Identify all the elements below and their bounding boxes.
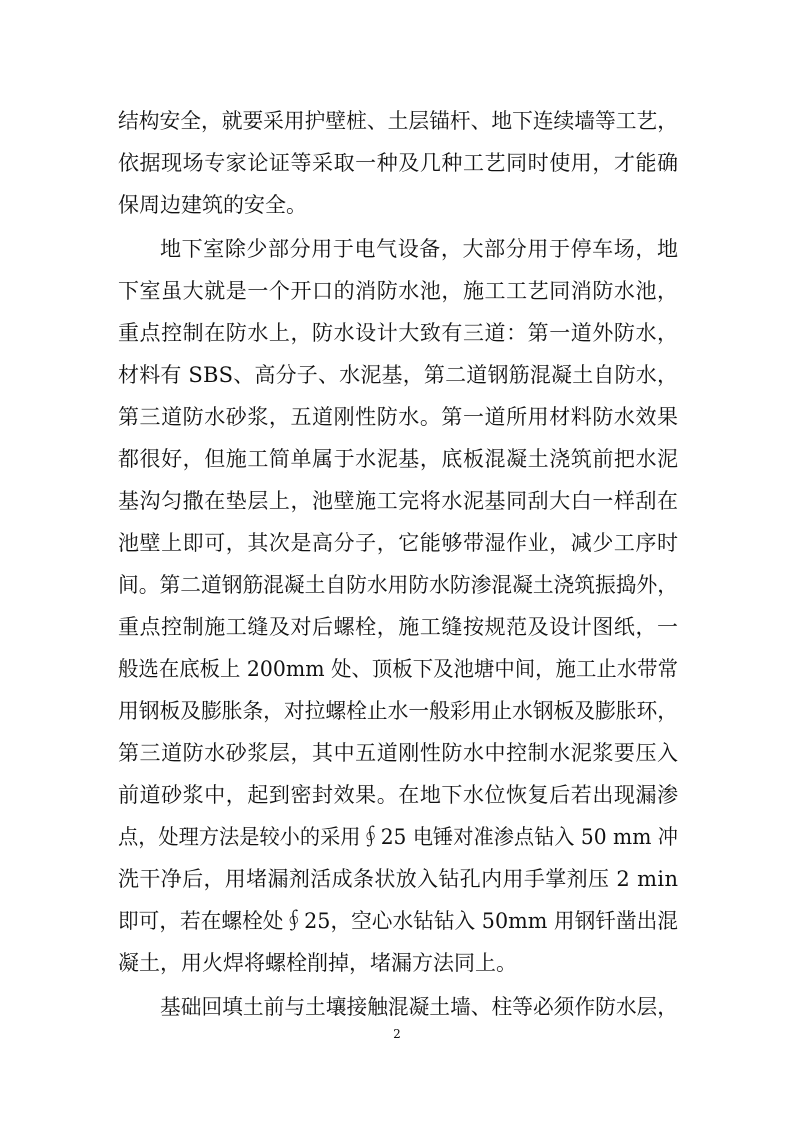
text-line-content: 凝土，用火焊将螺栓削掉，堵漏方法同上。 — [118, 951, 517, 975]
text-line — [0, 481, 794, 521]
text-line-content: 般选在底板上 200mm 处、顶板下及池塘中间，施工止水带常 — [118, 657, 678, 681]
text-line-content: 重点控制施工缝及对后螺栓，施工缝按规范及设计图纸，一 — [118, 615, 679, 639]
text-line-content: 洗干净后，用堵漏剂活成条状放入钻孔内用手掌剂压 2 min — [118, 867, 679, 891]
text-line-content: 重点控制在防水上，防水设计大致有三道：第一道外防水， — [118, 321, 679, 345]
text-line — [0, 943, 794, 983]
text-line-content: 基沟匀撒在垫层上，池壁施工完将水泥基同刮大白一样刮在 — [118, 489, 679, 513]
text-line-content: 下室虽大就是一个开口的消防水池，施工工艺同消防水池， — [118, 279, 679, 303]
text-line-content: 用钢板及膨胀条，对拉螺栓止水一般彩用止水钢板及膨胀环， — [118, 699, 678, 723]
text-line — [0, 229, 794, 269]
text-line — [0, 817, 794, 857]
text-line-content: 即可，若在螺栓处∮25，空心水钻钻入 50mm 用钢钎凿出混 — [118, 909, 678, 933]
text-line-content: 依据现场专家论证等采取一种及几种工艺同时使用，才能确 — [118, 151, 679, 175]
text-line-content: 材料有 SBS、高分子、水泥基，第二道钢筋混凝土自防水， — [118, 363, 679, 387]
text-line-content: 第三道防水砂浆，五道刚性防水。第一道所用材料防水效果 — [118, 405, 679, 429]
text-line — [0, 439, 794, 479]
text-line — [0, 185, 794, 225]
text-line — [0, 733, 794, 773]
text-line — [0, 523, 794, 563]
text-line-content: 点，处理方法是较小的采用∮25 电锤对准渗点钻入 50 mm 冲 — [118, 825, 678, 849]
text-line — [0, 987, 794, 1027]
text-line-content: 保周边建筑的安全。 — [118, 193, 307, 217]
text-line — [0, 271, 794, 311]
text-line — [0, 313, 794, 353]
text-line-content: 第三道防水砂浆层，其中五道刚性防水中控制水泥浆要压入 — [118, 741, 679, 765]
text-line — [0, 901, 794, 941]
text-line-content: 前道砂浆中，起到密封效果。在地下水位恢复后若出现漏渗 — [118, 783, 679, 807]
text-line-content: 地下室除少部分用于电气设备，大部分用于停车场，地 — [160, 237, 679, 261]
text-line — [0, 775, 794, 815]
text-line-content: 基础回填土前与土壤接触混凝土墙、柱等必须作防水层， — [160, 995, 678, 1019]
text-line-content: 结构安全，就要采用护壁桩、土层锚杆、地下连续墙等工艺， — [118, 109, 678, 133]
text-line — [0, 607, 794, 647]
text-line — [0, 143, 794, 183]
text-line — [0, 101, 794, 141]
page-number: 2 — [393, 1027, 401, 1041]
text-line — [0, 859, 794, 899]
text-line-content: 都很好，但施工简单属于水泥基，底板混凝土浇筑前把水泥 — [118, 447, 679, 471]
text-line-content: 间。第二道钢筋混凝土自防水用防水防渗混凝土浇筑振捣外， — [118, 573, 678, 597]
text-line — [0, 691, 794, 731]
text-line — [0, 355, 794, 395]
text-line — [0, 565, 794, 605]
text-line — [0, 397, 794, 437]
text-line — [0, 649, 794, 689]
text-line-content: 池壁上即可，其次是高分子，它能够带湿作业，减少工序时 — [118, 531, 679, 555]
